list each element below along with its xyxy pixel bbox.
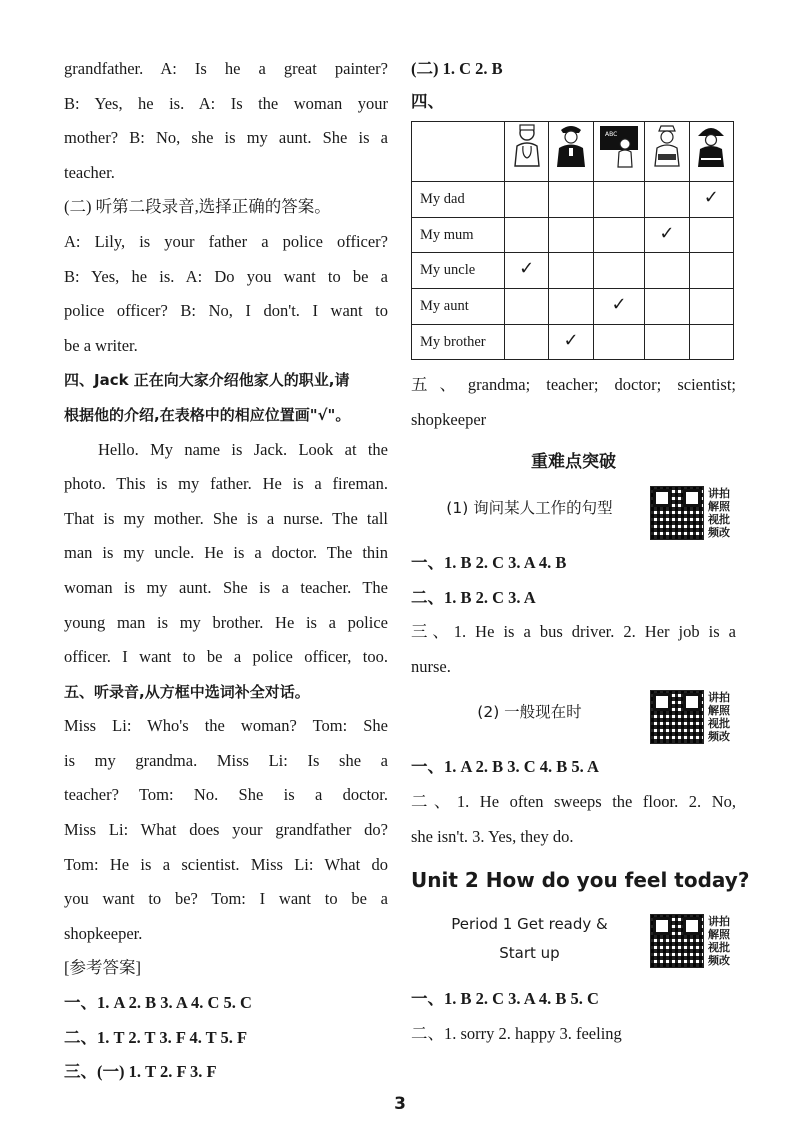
answer-line: 二、1. B 2. C 3. A bbox=[411, 587, 536, 607]
period-title: Period 1 Get ready & Start up bbox=[451, 915, 608, 963]
text-line: police officer? B: No, I don't. I want to bbox=[64, 301, 388, 321]
row-label: My aunt bbox=[412, 288, 505, 324]
qr-code-block[interactable] bbox=[650, 484, 736, 542]
text-line: you want to be? Tom: I want to be a bbox=[64, 889, 388, 909]
subsection-title: (1) 询问某人工作的句型 bbox=[446, 498, 613, 517]
nurse-picture bbox=[649, 122, 685, 168]
text-line: mother? B: No, she is my aunt. She is a bbox=[64, 128, 388, 148]
text-line: B: Yes, he is. A: Is the woman your bbox=[64, 93, 388, 113]
section-heading: 四、Jack 正在向大家介绍他家人的职业,请 bbox=[64, 371, 350, 390]
answer-line: 一、1. A 2. B 3. A 4. C 5. C bbox=[64, 993, 252, 1013]
check-mark: ✓ bbox=[563, 329, 579, 351]
text-line: teacher? Tom: No. She is a doctor. bbox=[64, 785, 388, 805]
text-line: officer. I want to be a police officer, too. bbox=[64, 647, 388, 667]
text-line: Tom: He is a scientist. Miss Li: What do bbox=[64, 854, 388, 874]
answer-line: (二) 1. C 2. B bbox=[411, 59, 503, 78]
right-column bbox=[411, 52, 750, 1051]
row-label: My dad bbox=[412, 182, 505, 218]
police-officer-picture bbox=[553, 122, 589, 168]
row-label: My mum bbox=[412, 217, 505, 253]
subsection-header bbox=[411, 480, 736, 546]
page-number: 3 bbox=[394, 1094, 406, 1114]
check-mark: ✓ bbox=[703, 187, 719, 209]
answer-line: she isn't. 3. Yes, they do. bbox=[411, 826, 574, 846]
text-line: teacher. bbox=[64, 162, 115, 182]
section-title: 重难点突破 bbox=[531, 452, 616, 473]
left-column bbox=[64, 52, 388, 1090]
row-label: My uncle bbox=[412, 253, 505, 289]
fireman-picture bbox=[693, 122, 729, 168]
answer-line: 二、1. sorry 2. happy 3. feeling bbox=[411, 1023, 622, 1043]
text-line: be a writer. bbox=[64, 335, 138, 355]
doctor-picture bbox=[509, 122, 545, 168]
table-row bbox=[412, 253, 734, 289]
svg-text:ABC: ABC bbox=[604, 130, 618, 138]
text-line: A: Lily, is your father a police officer? bbox=[64, 231, 388, 251]
answer-line: 一、1. B 2. C 3. A 4. B bbox=[411, 552, 567, 572]
text-line: is my grandma. Miss Li: Is she a bbox=[64, 750, 388, 770]
text-line: photo. This is my father. He is a fireman. bbox=[64, 474, 388, 494]
text-line: woman is my aunt. She is a teacher. The bbox=[64, 577, 388, 597]
table-row bbox=[412, 182, 734, 218]
qr-caption: 讲拍 解照 视批 频改 bbox=[708, 915, 730, 968]
qr-code-icon[interactable] bbox=[650, 914, 704, 968]
answer-line: 五、grandma; teacher; doctor; scientist; bbox=[411, 375, 736, 395]
qr-caption: 讲拍 解照 视批 频改 bbox=[708, 691, 730, 744]
answer-line: 三、1. He is a bus driver. 2. Her job is a bbox=[411, 622, 736, 642]
text-line: shopkeeper. bbox=[64, 923, 143, 943]
table-row bbox=[412, 217, 734, 253]
subsection-header bbox=[411, 684, 736, 750]
qr-code-block[interactable] bbox=[650, 688, 736, 746]
section-heading: 根据他的介绍,在表格中的相应位置画"√"。 bbox=[64, 405, 351, 424]
text-line: young man is my brother. He is a police bbox=[64, 612, 388, 632]
qr-code-icon[interactable] bbox=[650, 690, 704, 744]
text-line: B: Yes, he is. A: Do you want to be a bbox=[64, 266, 388, 286]
period-header bbox=[411, 902, 736, 982]
answer-line: 二、1. T 2. T 3. F 4. T 5. F bbox=[64, 1027, 248, 1047]
qr-caption: 讲拍 解照 视批 频改 bbox=[708, 486, 730, 539]
text-line: man is my uncle. He is a doctor. The thin bbox=[64, 543, 388, 563]
row-label: My brother bbox=[412, 324, 505, 360]
text-line: That is my mother. She is a nurse. The tall bbox=[64, 508, 388, 528]
qr-code-icon[interactable] bbox=[650, 486, 704, 540]
answer-line: nurse. bbox=[411, 656, 451, 676]
occupation-table bbox=[411, 121, 734, 361]
answer-line: 三、(一) 1. T 2. F 3. F bbox=[64, 1062, 217, 1082]
text-line: Miss Li: Who's the woman? Tom: She bbox=[64, 716, 388, 736]
text-line: grandfather. A: Is he a great painter? bbox=[64, 59, 388, 78]
section-heading: 五、听录音,从方框中选词补全对话。 bbox=[64, 682, 310, 701]
check-mark: ✓ bbox=[611, 293, 627, 315]
teacher-picture bbox=[598, 122, 640, 168]
answer-key-heading: [参考答案] bbox=[64, 958, 141, 978]
answer-line: shopkeeper bbox=[411, 409, 487, 429]
answer-line: 四、 bbox=[411, 91, 444, 111]
table-row bbox=[412, 324, 734, 360]
section-heading: (二) 听第二段录音,选择正确的答案。 bbox=[64, 197, 331, 217]
answer-line: 一、1. A 2. B 3. C 4. B 5. A bbox=[411, 757, 599, 777]
subsection-title: (2) 一般现在时 bbox=[477, 703, 582, 722]
answer-line: 二、1. He often sweeps the floor. 2. No, bbox=[411, 791, 736, 811]
check-mark: ✓ bbox=[659, 222, 675, 244]
qr-code-block[interactable] bbox=[650, 912, 736, 970]
unit-title: Unit 2 How do you feel today? bbox=[411, 868, 750, 893]
check-mark: ✓ bbox=[519, 258, 535, 280]
text-line: Hello. My name is Jack. Look at the bbox=[98, 439, 388, 459]
text-line: Miss Li: What does your grandfather do? bbox=[64, 820, 388, 840]
table-row bbox=[412, 288, 734, 324]
answer-line: 一、1. B 2. C 3. A 4. B 5. C bbox=[411, 989, 599, 1009]
table-header-row bbox=[412, 121, 734, 182]
